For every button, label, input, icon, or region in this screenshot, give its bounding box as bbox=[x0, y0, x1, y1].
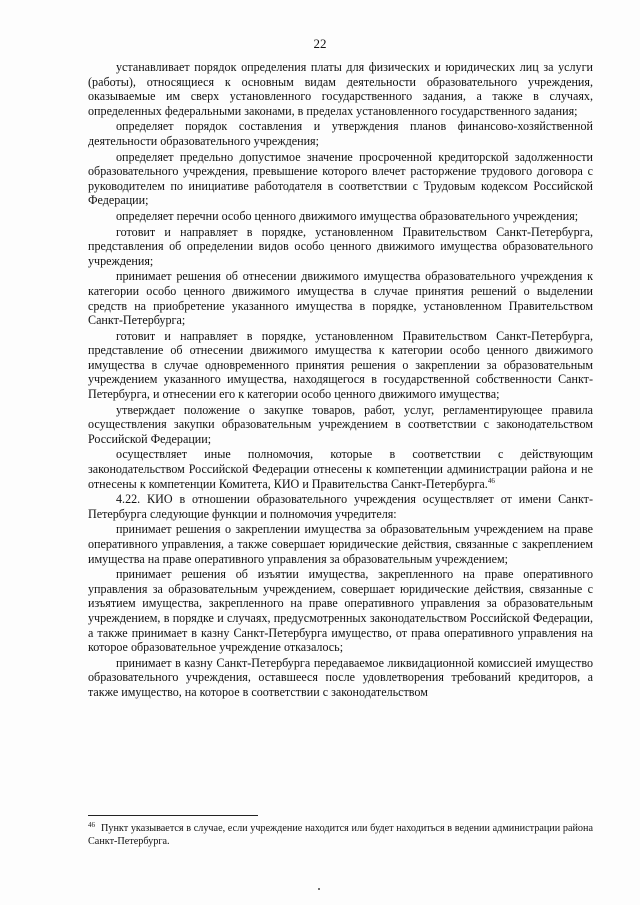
footnote-text: Пункт указывается в случае, если учреждение находится или будет находиться в ведении администрации района Санкт-Петербурга. bbox=[88, 823, 593, 847]
paragraph: готовит и направляет в порядке, установленном Правительством Санкт-Петербурга, представление об отнесении движимого имущества к категории особо ценного движимого имущества в случае одновременного принятия решения о закреплении за образовательным учреждением указанного имущества, находящегося в государственной собственности Санкт-Петербурга, и отнесении его к категории особо ценного движимого имущества; bbox=[88, 328, 593, 402]
paragraph-with-footnote bbox=[88, 447, 593, 491]
footnote-divider bbox=[88, 815, 258, 816]
footnote-number: 46 bbox=[88, 820, 95, 829]
paragraph: определяет порядок составления и утверждения планов финансово-хозяйственной деятельности образовательного учреждения; bbox=[88, 119, 593, 148]
paragraph: принимает решения об изъятии имущества, закрепленного на праве оперативного управления за образовательным учреждением, совершает юридические действия, связанные с изъятием имущества, закрепленного на праве оперативного управления за образовательным учреждением, в порядке и случаях, предусмотренных законодательством Российской Федерации, а также принимает в казну Санкт-Петербурга имущество, от права оперативного управления на которое образовательное учреждение отказалось; bbox=[88, 567, 593, 655]
paragraph: принимает в казну Санкт-Петербурга передаваемое ликвидационной комиссией имущество образовательного учреждения, оставшееся после удовлетворения требований кредиторов, а также имущество, на которое в соответствии с законодательством bbox=[88, 655, 593, 699]
paragraph: утверждает положение о закупке товаров, работ, услуг, регламентирующее правила осуществления закупки образовательным учреждением в соответствии с законодательством Российской Федерации; bbox=[88, 402, 593, 446]
section-heading-paragraph: 4.22. КИО в отношении образовательного учреждения осуществляет от имени Санкт-Петербурга следующие функции и полномочия учредителя: bbox=[88, 492, 593, 521]
paragraph: принимает решения об отнесении движимого имущества образовательного учреждения к категории особо ценного движимого имущества в случае принятия решений о выделении средств на приобретение указанного имущества в порядке, установленном Правительством Санкт-Петербурга; bbox=[88, 269, 593, 328]
body-text bbox=[88, 60, 593, 701]
paragraph-text: осуществляет иные полномочия, которые в соответствии с действующим законодательством Российской Федерации отнесены к компетенции администрации района и не отнесены к компетенции Комитета, КИО и Правительства Санкт-Петербурга. bbox=[88, 447, 593, 491]
paragraph: готовит и направляет в порядке, установленном Правительством Санкт-Петербурга, представления об определении видов особо ценного движимого имущества образовательного учреждения; bbox=[88, 224, 593, 268]
paragraph: устанавливает порядок определения платы для физических и юридических лиц за услуги (работы), относящиеся к основным видам деятельности образовательного учреждения, оказываемые им сверх установленного государственного задания, а также в случаях, определенных федеральными законами, в пределах установленного государственного задания; bbox=[88, 60, 593, 118]
page-number: 22 bbox=[313, 36, 327, 51]
paragraph: определяет перечни особо ценного движимого имущества образовательного учреждения; bbox=[116, 208, 579, 223]
footnote bbox=[88, 822, 593, 848]
footnote-reference[interactable]: 46 bbox=[487, 476, 495, 485]
scan-speck bbox=[318, 888, 320, 890]
paragraph: определяет предельно допустимое значение просроченной кредиторской задолженности образовательного учреждения, превышение которого влечет расторжение трудового договора с руководителем по инициативе работодателя в соответствии с Трудовым кодексом Российской Федерации; bbox=[88, 149, 593, 208]
paragraph: принимает решения о закреплении имущества за образовательным учреждением на праве оперативного управления, а также совершает юридические действия, связанные с закреплением имущества на праве оперативного управления за образовательным учреждением; bbox=[88, 522, 593, 566]
